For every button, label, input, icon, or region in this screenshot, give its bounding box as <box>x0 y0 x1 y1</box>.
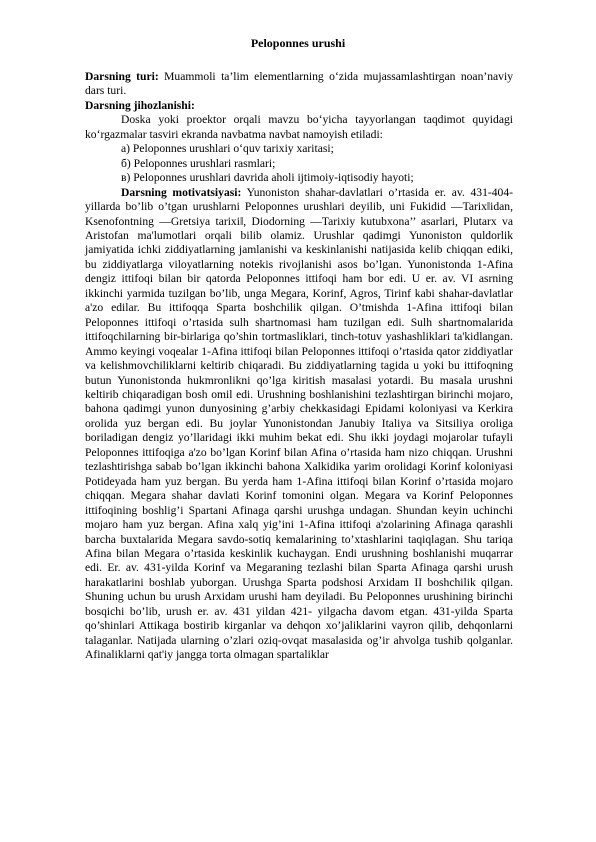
motivation-paragraph <box>85 186 513 663</box>
motivation-label: Darsning motivatsiyasi: <box>121 185 242 199</box>
lesson-type-paragraph <box>85 70 513 99</box>
list-item: б) Peloponnes urushlari rasmlari; <box>121 156 276 170</box>
equipment-paragraph: Doska yoki proektor orqali mavzu bo‘yicha tayyorlangan taqdimot quyidagi ko‘rgazmalar tasviri ekranda navbatma navbat namoyish etiladi: <box>85 113 513 141</box>
equipment-heading: Darsning jihozlanishi: <box>85 98 195 112</box>
motivation-text: Yunoniston shahar-davlatlari o’rtasida er. av. 431-404-yillarda bo’lib o’tgan urushlarni Peloponnes urushlari deyilib, uni Fukidid ―Tarix‖idan, Ksenofontning ―Gretsiya tarixi‖, Diodorning ―Tarixiy kutubxona’’ asarlari, Plutarx va Aristofan ma'lumotlari orqali bilib olamiz. Urushlar qadimgi Yunoniston quldorlik jamiyatida ichki ziddiyatlarning jamlanishi va keskinlanishi natijasida kelib chiqqan ediki, bu ziddiyatlarga viloyatlarning notekis rivojlanishi asos bo’lgan. Yunonistonda 1-Afina dengiz ittifoqi bilan bir qatorda Peloponnes ittifoqi ham bor edi. U er. av. VI asrning ikkinchi yarmida tuzilgan bo’lib, unga Megara, Korinf, Agros, Tirinf kabi shahar-davlatlar a'zo edilar. Bu ittifoqqa Sparta boshchilik qilgan. O’tmishda 1-Afina ittifoqi bilan Peloponnes ittifoqi o’rtasida sulh shartnomasi ham tuzilgan edi. Sulh shartnomalarida ittifoqchilarning bir-birlariga qo’shin tortmasliklari, tinch-totuv yashashliklari ta'kidlangan. Ammo keyingi voqealar 1-Afina ittifoqi bilan Peloponnes ittifoqi o’rtasida qator ziddiyatlar va kelishmovchiliklarni keltirib chiqaradi. Bu ziddiyatlarning tagida u yoki bu ittifoqning butun Yunonistonda hukmronlikni qo’lga kiritish masalasi yotardi. Bu masala urushni keltirib chiqaradigan bosh omil edi. Urushning boshlanishini tezlashtirgan birinchi mojaro, bahona qadimgi yunon dunyosining g’arbiy chekkasidagi Epidami koloniyasi va Kerkira orolida yuz bergan edi. Bu joylar Yunonistondan Janubiy Italiya va Sitsiliya oroliga boriladigan dengiz yo’llaridagi ikki muhim bekat edi. Shu ikki joydagi mojarolar tufayli Peloponnes ittifoqiga a'zo bo’lgan Korinf bilan Afina o’rtasida ham nizo chiqqan. Urushni tezlashtirishga sabab bo’lgan ikkinchi bahona Xalkidika yarim orolidagi Korinf koloniyasi Potideyada ham yuz bergan. Bu yerda ham 1-Afina ittifoqi bilan Korinf o’rtasida mojaro chiqqan. Megara shahar davlati Korinf tomonini olgan. Megara va Korinf Peloponnes ittifoqining boshlig’i Spartani Afinaga qarshi urushga undagan. Shundan keyin uchinchi mojaro ham yuz bergan. Afina xalq yig’ini 1-Afina ittifoqi a'zolarining Afinaga qarashli barcha buxtalarida Megara savdo-sotiq kemalarining to’xtashlarini taqiqlagan. Shu tariqa Afina bilan Megara o’rtasida keskinlik kuchaygan. Endi urushning boshlanishi muqarrar edi. Er. av. 431-yilda Korinf va Megaraning tezlashi bilan Sparta Afinaga qarshi urush harakatlarini boshlab yuborgan. Urushga Sparta podshosi Arxidam II boshchilik qilgan. Shuning uchun bu urush Arxidam urushi ham deyiladi. Bu Peloponnes urushining birinchi bosqichi bo’lib, urush er. av. 431 yildan 421- yilgacha davom etgan. 431-yilda Sparta qo’shinlari Attikaga bostirib kirganlar va dehqon xo’jaliklarini vayron qilib, dehqonlarni talaganlar. Natijada ularning o’zlari oziq-ovqat masalasida og’ir ahvolga tushib qolganlar. Afinaliklarni qat'iy jangga torta olmagan spartaliklar <box>85 185 513 662</box>
list-item: в) Peloponnes urushlari davrida aholi ijtimoiy-iqtisodiy hayoti; <box>121 171 414 185</box>
document-body <box>85 70 513 663</box>
lesson-type-text: Muammoli ta’lim elementlarning o‘zida mujassamlashtirgan noan’naviy dars turi. <box>85 70 513 98</box>
lesson-type-label: Darsning turi: <box>85 70 159 83</box>
page-title: Peloponnes urushi <box>250 36 346 50</box>
list-item: а) Peloponnes urushlari o‘quv tarixiy xaritasi; <box>121 142 334 156</box>
